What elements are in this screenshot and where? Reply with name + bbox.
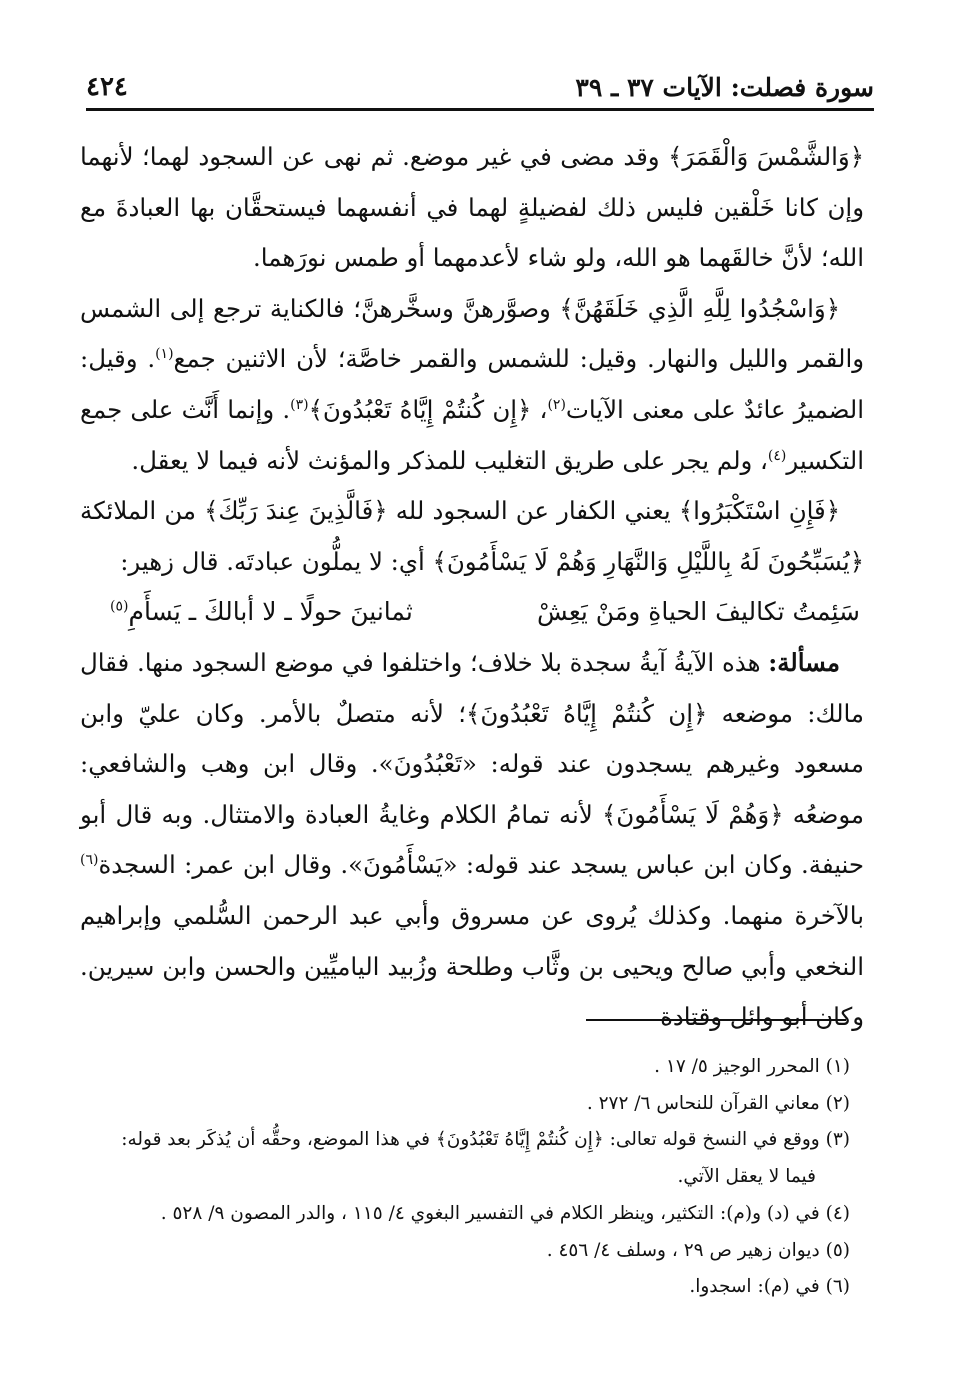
footnote-text: معاني القرآن للنحاس ٦/ ٢٧٢ .: [586, 1092, 820, 1114]
poem-verse: [80, 587, 864, 638]
footnote-text: المحرر الوجيز ٥/ ١٧ .: [654, 1056, 820, 1077]
footnote-number: (٥): [825, 1239, 850, 1261]
running-title: سورة فصلت: الآيات ٣٧ ـ ٣٩: [575, 73, 874, 102]
paragraph-4-part-b: بالآخرة منهما. وكذلك يُروى عن مسروق وأبي عبد الرحمن السُّلمي وإبراهيم النخعي وأبي صالح ويحيى بن وثَّاب وطلحة وزُبيد الياميِّين والحسن وابن سيرين. وكان أبو وائل وقتادة: [80, 900, 864, 1032]
paragraph-2-part-a: ﴿وَاسْجُدُوا لِلَّهِ الَّذِي خَلَقَهُنَّ﴾ وصوَّرهنَّ وسخَّرهنَّ؛ فالكناية ترجع إلى الشمس والقمر والليل والنهار. وقيل: للشمس والقمر خاصَّة؛ لأن الاثنين جمع: [80, 293, 864, 374]
paragraph-2-part-e: ، ولم يجر على طريق التغليب للمذكر والمؤنث لأنه فيما لا يعقل.: [131, 445, 768, 475]
footnotes: [80, 1049, 850, 1306]
footnote-text: ديوان زهير ص ٢٩ ، وسلف ٤/ ٤٥٦ .: [546, 1239, 820, 1261]
paragraph-2: [80, 284, 864, 486]
paragraph-1: ﴿وَالشَّمْسَ وَالْقَمَرَ﴾ وقد مضى في غير موضع. ثم نهى عن السجود لهما؛ لأنهما وإن كانا خَلْقين فليس ذلك لفضيلةٍ لهما في أنفسهما فيستحقَّان بها العبادةَ مع الله؛ لأنَّ خالقَهما هو الله، ولو شاء لأعدمهما أو طمس نورَهما.: [80, 142, 864, 273]
paragraph-2-part-b: . وقيل: الضميرُ عائدٌ على معنى الآيات: [80, 344, 865, 424]
footnote-number: (١): [825, 1056, 850, 1077]
footnote-3-continued: فيما لا يعقل الآتي.: [677, 1166, 816, 1188]
footnote-text: في (د) و(م): التكثير، وينظر الكلام في التفسير البغوي ٤/ ١١٥ ، والدر المصون ٩/ ٥٢٨ .: [160, 1202, 820, 1224]
footnote-ref-5: (٥): [110, 599, 129, 616]
paragraph-4-part-a: هذه الآيةُ آيةُ سجدة بلا خلاف؛ واختلفوا في موضع السجود منها. فقال مالك: موضعه ﴿إِن كُنتُمْ إِيَّاهُ تَعْبُدُونَ﴾؛ لأنه متصلٌ بالأمر. وكان عليّ وابن مسعود وغيرهم يسجدون عند قوله: «تَعْبُدُونَ». وقال ابن وهب والشافعي: موضعُه ﴿وَهُمْ لَا يَسْأَمُونَ﴾ لأنه تمامُ الكلام وغايةُ العبادة والامتثال. وبه قال أبو حنيفة. وكان ابن عباس يسجد عند قوله: «يَسْأَمُونَ». وقال ابن عمر: السجدة: [80, 647, 864, 880]
footnote-6: [80, 1269, 850, 1306]
footnote-ref-6: (٦): [80, 852, 99, 869]
poem-second-hemistich: ثمانينَ حولًا ـ لا أبالكَ ـ يَسأَمِ: [128, 597, 413, 627]
paragraph-2-part-c: ، ﴿إِن كُنتُمْ إِيَّاهُ تَعْبُدُونَ﴾: [308, 394, 548, 424]
page-number: ٤٢٤: [86, 72, 128, 102]
footnote-1: [80, 1049, 850, 1086]
footnote-4: [80, 1196, 850, 1233]
footnote-separator: [586, 1019, 846, 1021]
footnote-number: (٣): [825, 1129, 850, 1151]
footnote-number: (٤): [825, 1202, 850, 1224]
footnote-ref-3: (٣): [290, 396, 309, 413]
footnote-ref-1: (١): [155, 346, 174, 363]
masala-label: مسألة:: [768, 647, 840, 677]
poem-first-hemistich: سَئِمتُ تكاليفَ الحياةِ ومَنْ يَعِشْ: [536, 597, 860, 627]
paragraph-3: ﴿فَإِنِ اسْتَكْبَرُوا﴾ يعني الكفار عن السجود لله ﴿فَالَّذِينَ عِندَ رَبِّكَ﴾ من الملائكة ﴿يُسَبِّحُونَ لَهُ بِاللَّيْلِ وَالنَّهَارِ وَهُمْ لَا يَسْأَمُونَ﴾ أي: لا يملُّون عبادتَه. قال زهير:: [80, 496, 864, 576]
footnote-5: [80, 1233, 850, 1270]
page-header: [86, 60, 874, 111]
footnote-number: (٦): [825, 1276, 850, 1298]
footnote-text: في (م): اسجدوا.: [689, 1276, 820, 1298]
poem-second-hemistich-wrap: [110, 587, 413, 638]
paragraph-4: [80, 638, 864, 1043]
footnote-number: (٢): [825, 1092, 850, 1114]
footnote-3: [80, 1122, 850, 1159]
main-text: [80, 132, 864, 1043]
footnote-2: [80, 1086, 850, 1123]
footnote-text: ووقع في النسخ قوله تعالى: ﴿إِن كُنتُمْ إِيَّاهُ تَعْبُدُونَ﴾ في هذا الموضع، وحقُّه أن يُذكَر بعد قوله:: [121, 1129, 820, 1151]
paragraph-2-part-d: . وإنما أَنَّث على جمع التكسير: [80, 394, 864, 475]
footnote-ref-4: (٤): [767, 447, 787, 464]
footnote-ref-2: (٢): [547, 396, 566, 413]
